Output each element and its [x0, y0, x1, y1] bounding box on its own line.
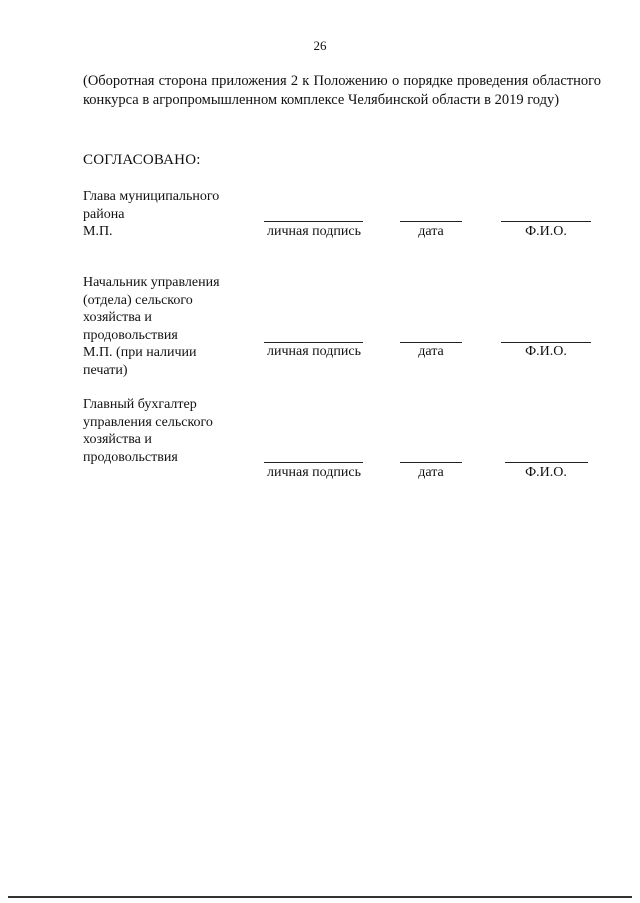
page-bottom-edge [8, 896, 632, 898]
date-label: дата [418, 224, 444, 239]
signature-line [264, 342, 363, 343]
date-line [400, 462, 462, 463]
full-name-line [505, 462, 588, 463]
role-line: управления сельского [83, 414, 213, 430]
role-line: хозяйства и [83, 432, 152, 447]
role-line: продовольствия [83, 327, 178, 343]
role-block-1 [83, 188, 263, 241]
signature-line [264, 221, 363, 222]
full-name-label: Ф.И.О. [525, 224, 567, 239]
role-line: Глава муниципального [83, 189, 220, 204]
role-line: Главный бухгалтер [83, 397, 197, 412]
role-line: продовольствия [83, 449, 178, 465]
role-block-2 [83, 274, 263, 379]
date-label: дата [418, 465, 444, 480]
signature-label: личная подпись [267, 344, 361, 359]
signature-label: личная подпись [267, 465, 361, 480]
signature-label: личная подпись [267, 224, 361, 239]
role-line: Начальник управления [83, 275, 220, 290]
full-name-line [501, 221, 591, 222]
role-block-3 [83, 396, 263, 466]
agreed-heading: СОГЛАСОВАНО: [83, 152, 201, 168]
signature-line [264, 462, 363, 463]
role-line: (отдела) сельского [83, 292, 193, 308]
role-line: печати) [83, 362, 128, 378]
role-line: района [83, 206, 125, 222]
date-line [400, 221, 462, 222]
full-name-label: Ф.И.О. [525, 344, 567, 359]
full-name-line [501, 342, 591, 343]
role-line: М.П. (при наличии [83, 345, 197, 360]
date-line [400, 342, 462, 343]
page-number: 26 [313, 38, 327, 53]
role-line: М.П. [83, 224, 113, 239]
intro-paragraph: (Оборотная сторона приложения 2 к Положению о порядке проведения областного конкурса в агропромышленном комплексе Челябинской области в 2019 году) [83, 73, 601, 108]
date-label: дата [418, 344, 444, 359]
full-name-label: Ф.И.О. [525, 465, 567, 480]
role-line: хозяйства и [83, 310, 152, 325]
